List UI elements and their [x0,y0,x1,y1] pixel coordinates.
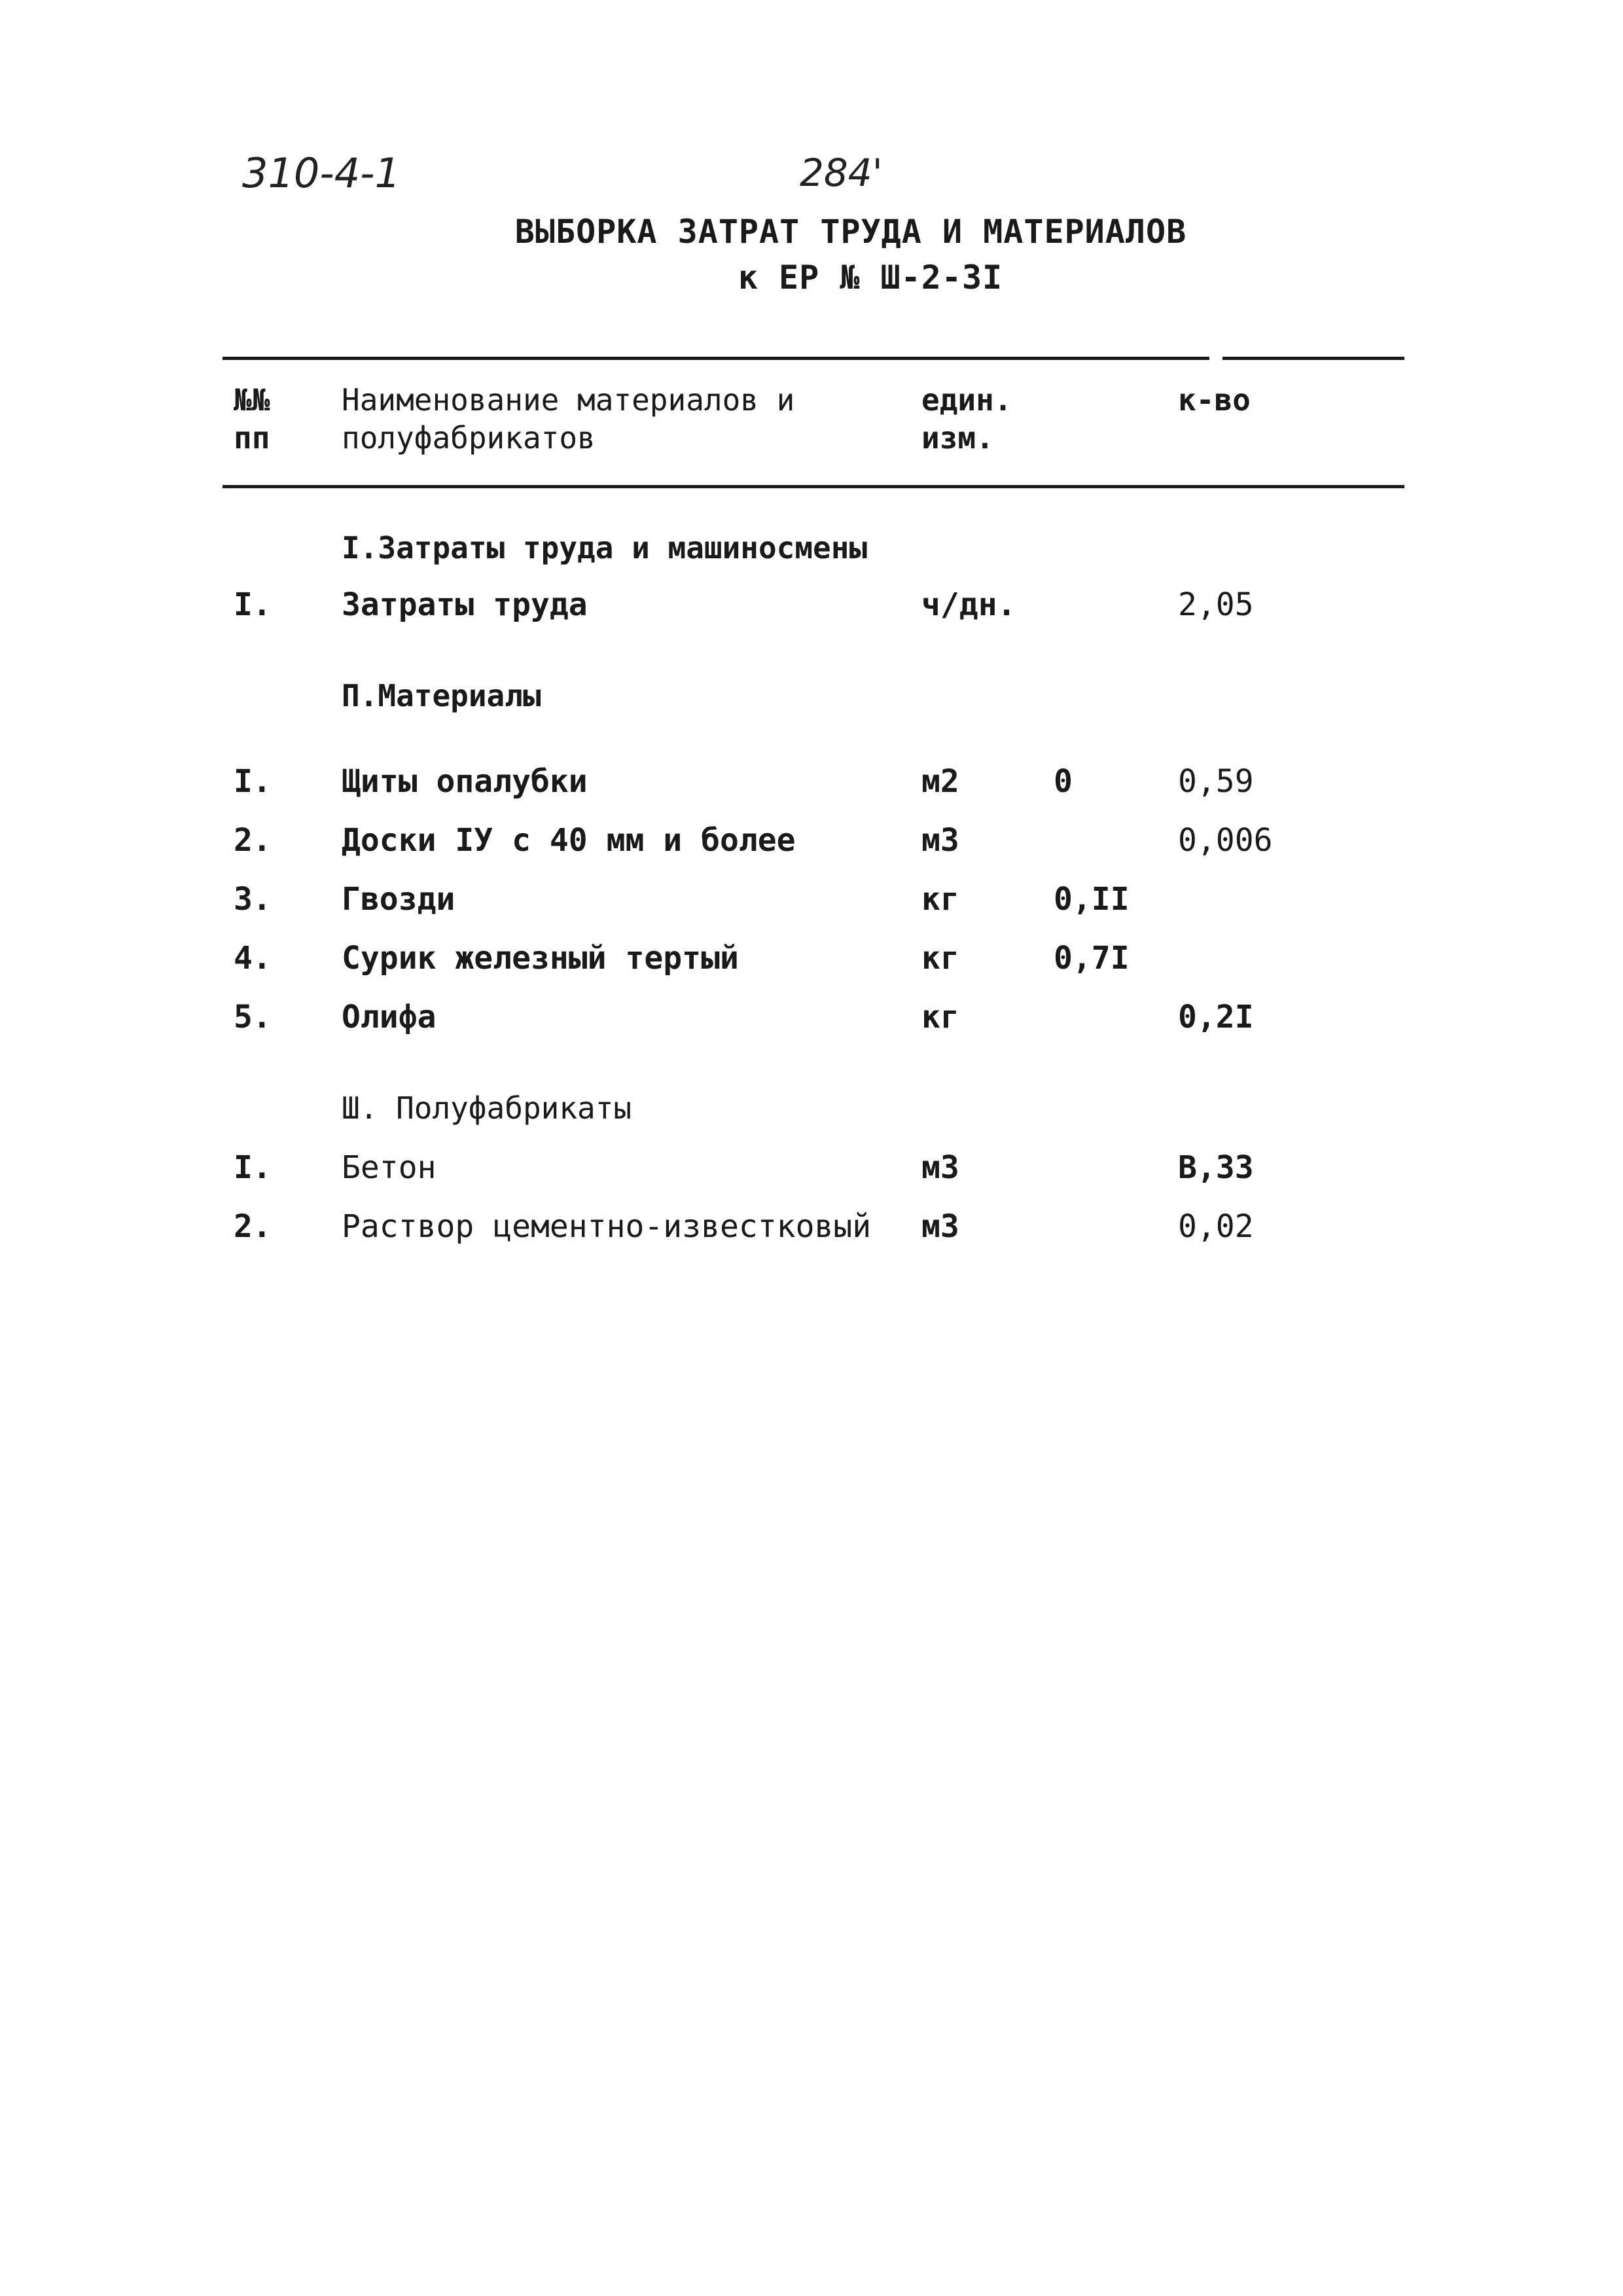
section-title: Ш. Полуфабрикаты [342,1090,632,1126]
row-number: 2. [234,1208,272,1245]
row-number: I. [234,763,272,800]
row-name: Щиты опалубки [342,763,588,800]
section-title: П.Материалы [342,678,541,713]
row-norm: 0,7I [1054,940,1130,977]
row-quantity: 0,2I [1178,999,1254,1035]
row-name: Сурик железный тертый [342,940,739,977]
document-subtitle: к ЕР № Ш-2-3I [738,259,1003,296]
document-code: 310-4-1 [242,149,401,197]
row-number: I. [234,1149,272,1186]
row-unit: кг [921,940,959,977]
column-header-unit [921,381,1012,457]
column-header-num-line1: №№ [234,382,270,418]
row-norm: 0,II [1054,881,1130,918]
row-name: Доски IУ с 40 мм и более [342,822,796,859]
table-top-rule-left [223,357,1209,360]
section-title: I.Затраты труда и машиносмены [342,530,868,565]
row-quantity: 0,59 [1178,763,1254,800]
row-unit: м3 [921,822,959,859]
column-header-unit-line2: изм. [921,420,994,456]
column-header-name-line1: Наименование материалов и [342,382,795,418]
column-header-qty: к-во [1178,382,1251,418]
document-title: ВЫБОРКА ЗАТРАТ ТРУДА И МАТЕРИАЛОВ [514,213,1187,251]
row-name: Олифа [342,999,437,1035]
row-quantity: 0,02 [1178,1208,1254,1245]
row-number: I. [234,586,272,623]
row-number: 5. [234,999,272,1035]
row-unit: ч/дн. [921,586,1016,623]
column-header-name-line2: полуфабрикатов [342,420,596,456]
row-number: 2. [234,822,272,859]
row-name: Раствор цементно-известковый [342,1208,872,1245]
row-unit: м3 [921,1149,959,1186]
row-norm: 0 [1054,763,1073,800]
row-quantity: 2,05 [1178,586,1254,623]
row-name: Затраты труда [342,586,588,623]
row-unit: м3 [921,1208,959,1245]
column-header-unit-line1: един. [921,382,1012,418]
page-number: 284' [800,151,883,195]
row-name: Бетон [342,1149,437,1186]
row-quantity: В,33 [1178,1149,1254,1186]
row-unit: кг [921,999,959,1035]
table-top-rule-right [1222,357,1404,360]
row-number: 4. [234,940,272,977]
column-header-num [234,381,270,457]
column-header-num-line2: пп [234,420,270,456]
column-header-name [342,381,794,457]
row-number: 3. [234,881,272,918]
row-unit: м2 [921,763,959,800]
row-unit: кг [921,881,959,918]
row-name: Гвозди [342,881,455,918]
row-quantity: 0,006 [1178,822,1273,859]
table-header-bottom-rule [223,485,1404,488]
